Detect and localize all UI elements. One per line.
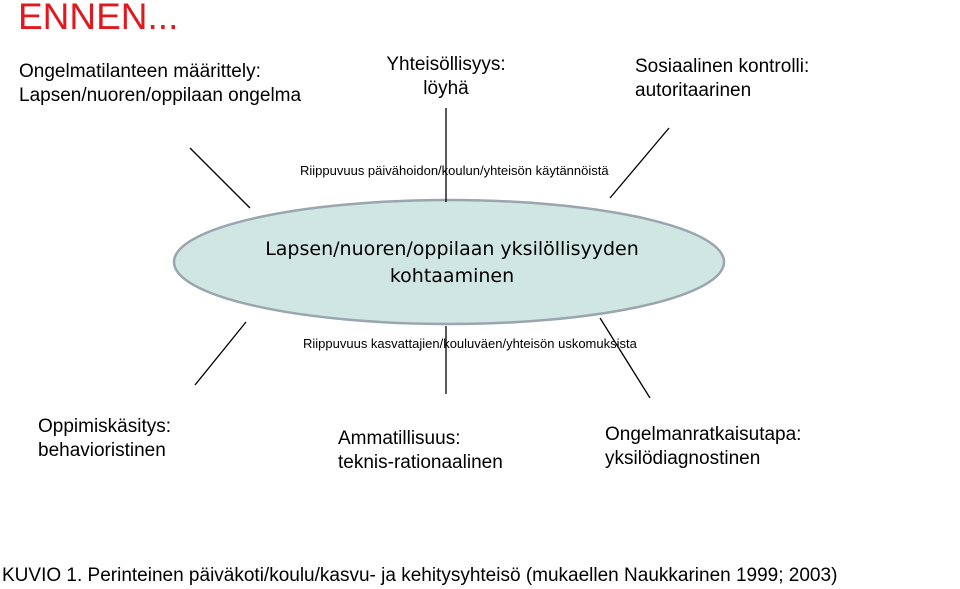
connector-top-right [610,128,669,198]
lower-dependency-note: Riippuvuus kasvattajien/kouluväen/yhteisön uskomuksista [303,336,637,351]
bottom-label-learning-concept-line2: behavioristinen [38,440,166,461]
bottom-label-problem-solving-line1: Ongelmanratkaisutapa: [605,424,802,445]
top-label-problem-definition-line2: Lapsen/nuoren/oppilaan ongelma [19,85,302,106]
top-label-community [346,53,546,101]
top-label-problem-definition [19,60,301,108]
top-label-community-line2: löyhä [423,78,469,99]
figure-caption: KUVIO 1. Perinteinen päiväkoti/koulu/kasvu- ja kehitysyhteisö (mukaellen Naukkarinen 1999; 2003) [2,565,838,586]
heading: ENNEN... [18,0,179,37]
center-label-line1: Lapsen/nuoren/oppilaan yksilöllisyyden [265,238,639,260]
top-label-social-control-line2: autoritaarinen [635,80,752,101]
top-label-social-control [635,55,809,103]
bottom-label-professionalism [338,427,503,475]
bottom-label-problem-solving-line2: yksilödiagnostinen [605,448,761,469]
bottom-label-professionalism-line1: Ammatillisuus: [338,428,461,449]
bottom-label-learning-concept-line1: Oppimiskäsitys: [38,416,172,437]
connector-bottom-left [195,322,246,385]
center-label-line2: kohtaaminen [389,265,515,287]
top-label-social-control-line1: Sosiaalinen kontrolli: [635,56,810,77]
center-label [190,236,714,290]
bottom-label-professionalism-line2: teknis-rationaalinen [338,452,503,473]
bottom-label-problem-solving [605,423,801,471]
upper-dependency-note: Riippuvuus päivähoidon/koulun/yhteisön käytännöistä [300,163,609,178]
bottom-label-learning-concept [38,415,171,463]
connector-bottom-right [600,318,650,398]
connector-top-left [190,148,250,208]
top-label-community-line1: Yhteisöllisyys: [386,54,506,75]
top-label-problem-definition-line1: Ongelmatilanteen määrittely: [19,61,261,82]
